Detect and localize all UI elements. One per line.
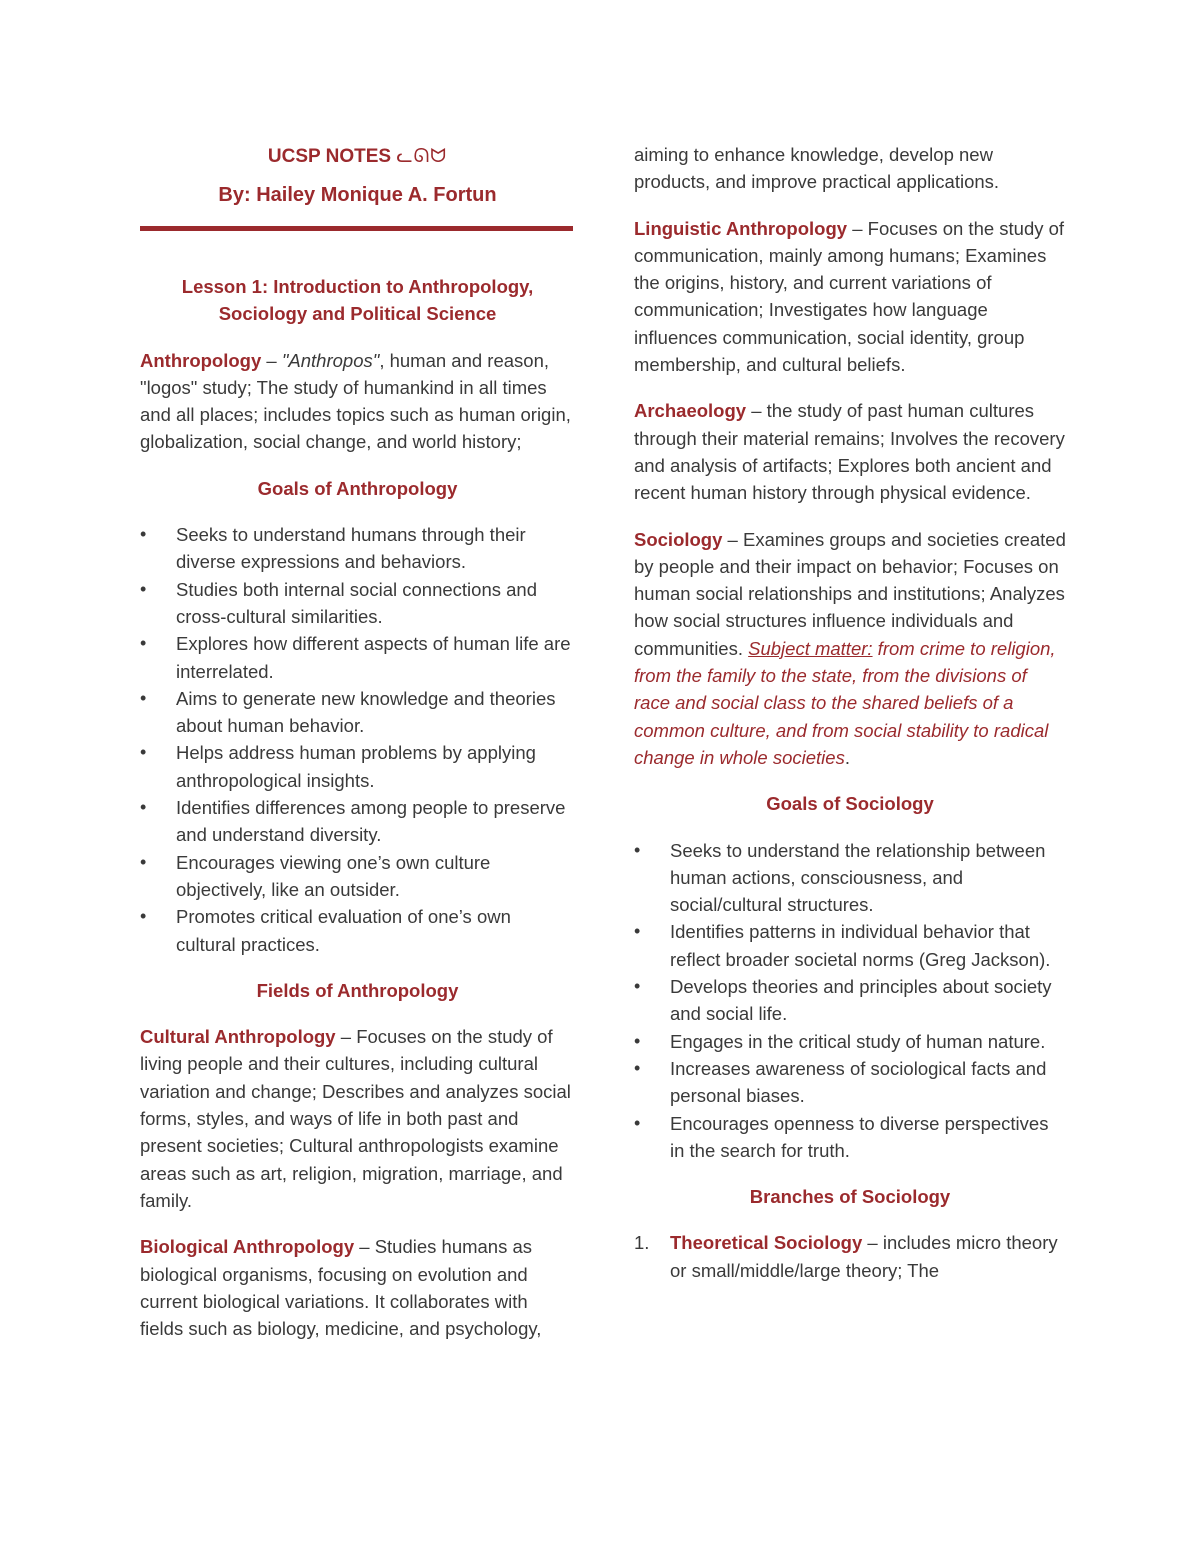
- biological-text: Studies humans as biological organisms, focusing on evolution and current biological variations. It collaborates with fields such as biology, medicine, and psychology,: [140, 1236, 542, 1340]
- goals-sociology-list: [634, 837, 1066, 1165]
- branches-heading: Branches of Sociology: [749, 1186, 951, 1208]
- biological-anthropology-definition: [140, 1233, 575, 1342]
- list-item: • Increases awareness of sociological facts and personal biases.: [634, 1055, 1066, 1110]
- list-item: • Develops theories and principles about society and social life.: [634, 973, 1066, 1028]
- list-item: • Seeks to understand humans through their diverse expressions and behaviors.: [140, 521, 575, 576]
- term-sociology: Sociology: [634, 528, 723, 550]
- list-item: • Explores how different aspects of human life are interrelated.: [140, 630, 575, 685]
- sociology-definition: [634, 526, 1066, 772]
- branch-text: includes micro theory or small/middle/large theory; The: [670, 1232, 1058, 1281]
- archaeology-text: the study of past human cultures through their material remains; Involves the recovery and analysis of artifacts; Explores both ancient and recent human history through physical evidence.: [634, 400, 1065, 504]
- list-item: • Aims to generate new knowledge and theories about human behavior.: [140, 685, 575, 740]
- linguistic-text: Focuses on the study of communication, mainly among humans; Examines the origins, history, and current variations of communication; Investigates how language influences communication, social identity, group membership, and cultural beliefs.: [634, 217, 1065, 376]
- term-anthropology: Anthropology: [140, 349, 262, 371]
- lesson-title: Lesson 1: Introduction to Anthropology, Sociology and Political Science: [181, 276, 534, 325]
- anthropology-text: , human and reason, "logos" study; The study of humankind in all times and all places; includes topics such as human origin, globalization, social change, and world history;: [140, 349, 571, 453]
- document-title: [140, 143, 575, 170]
- sociology-text: Examines groups and societies created by people and their impact on behavior; Focuses on human social relationships and institutions; Analyzes how social structures influence individuals and communities.: [634, 528, 1066, 659]
- list-item: • Encourages viewing one’s own culture objectively, like an outsider.: [140, 849, 575, 904]
- list-item: • Studies both internal social connections and cross-cultural similarities.: [140, 576, 575, 631]
- branch-item: [634, 1229, 1066, 1284]
- dash: –: [335, 1026, 357, 1048]
- dash: –: [862, 1232, 883, 1254]
- term-linguistic-anthropology: Linguistic Anthropology: [634, 217, 848, 239]
- dash: –: [722, 528, 743, 550]
- continuation-text: aiming to enhance knowledge, develop new products, and improve practical applications.: [634, 144, 1000, 193]
- anthropology-definition: [140, 347, 575, 456]
- term-biological-anthropology: Biological Anthropology: [140, 1236, 355, 1258]
- subject-matter-label: Subject matter:: [748, 637, 873, 659]
- goals-anthropology-heading: Goals of Anthropology: [257, 477, 458, 499]
- list-item: • Helps address human problems by applying anthropological insights.: [140, 739, 575, 794]
- term-theoretical-sociology: Theoretical Sociology: [670, 1232, 863, 1254]
- title-decoration: ᓚᘏᗢ: [396, 146, 448, 167]
- title-text: UCSP NOTES: [267, 146, 392, 167]
- list-item: • Engages in the critical study of human nature.: [634, 1028, 1066, 1055]
- right-flow: [634, 141, 1066, 1284]
- document-author: By: Hailey Monique A. Fortun: [218, 184, 497, 206]
- cultural-anthropology-definition: [140, 1023, 575, 1214]
- goals-anthropology-list: [140, 521, 575, 958]
- left-flow: [140, 273, 575, 1361]
- term-cultural-anthropology: Cultural Anthropology: [140, 1026, 336, 1048]
- term-archaeology: Archaeology: [634, 400, 747, 422]
- list-item: • Identifies patterns in individual behavior that reflect broader societal norms (Greg Jackson).: [634, 918, 1066, 973]
- list-item: • Seeks to understand the relationship between human actions, consciousness, and social/cultural structures.: [634, 837, 1066, 919]
- title-divider: [140, 226, 573, 231]
- list-item: • Promotes critical evaluation of one’s own cultural practices.: [140, 903, 575, 958]
- goals-sociology-heading: Goals of Sociology: [766, 793, 934, 815]
- list-item: • Encourages openness to diverse perspectives in the search for truth.: [634, 1110, 1066, 1165]
- branch-number: 1.: [634, 1232, 650, 1254]
- fields-heading: Fields of Anthropology: [256, 979, 459, 1001]
- cultural-text: Focuses on the study of living people and their cultures, including cultural variation and change; Describes and analyzes social forms, styles, and ways of life in both past and present societies; Cultural anthropologists examine areas such as art, religion, migration, marriage, and family.: [140, 1026, 571, 1211]
- anthropos-quote: "Anthropos": [281, 349, 380, 371]
- list-item: • Identifies differences among people to preserve and understand diversity.: [140, 794, 575, 849]
- dash: –: [847, 217, 868, 239]
- dash: –: [746, 400, 767, 422]
- archaeology-definition: [634, 397, 1066, 506]
- sociology-end: .: [844, 746, 850, 768]
- dash: –: [354, 1236, 375, 1258]
- subject-matter-text: from crime to religion, from the family to the state, from the divisions of race and social class to the shared beliefs of a common culture, and from social stability to radical change in whole societies: [634, 637, 1056, 768]
- dash: –: [261, 349, 282, 371]
- linguistic-anthropology-definition: [634, 215, 1066, 379]
